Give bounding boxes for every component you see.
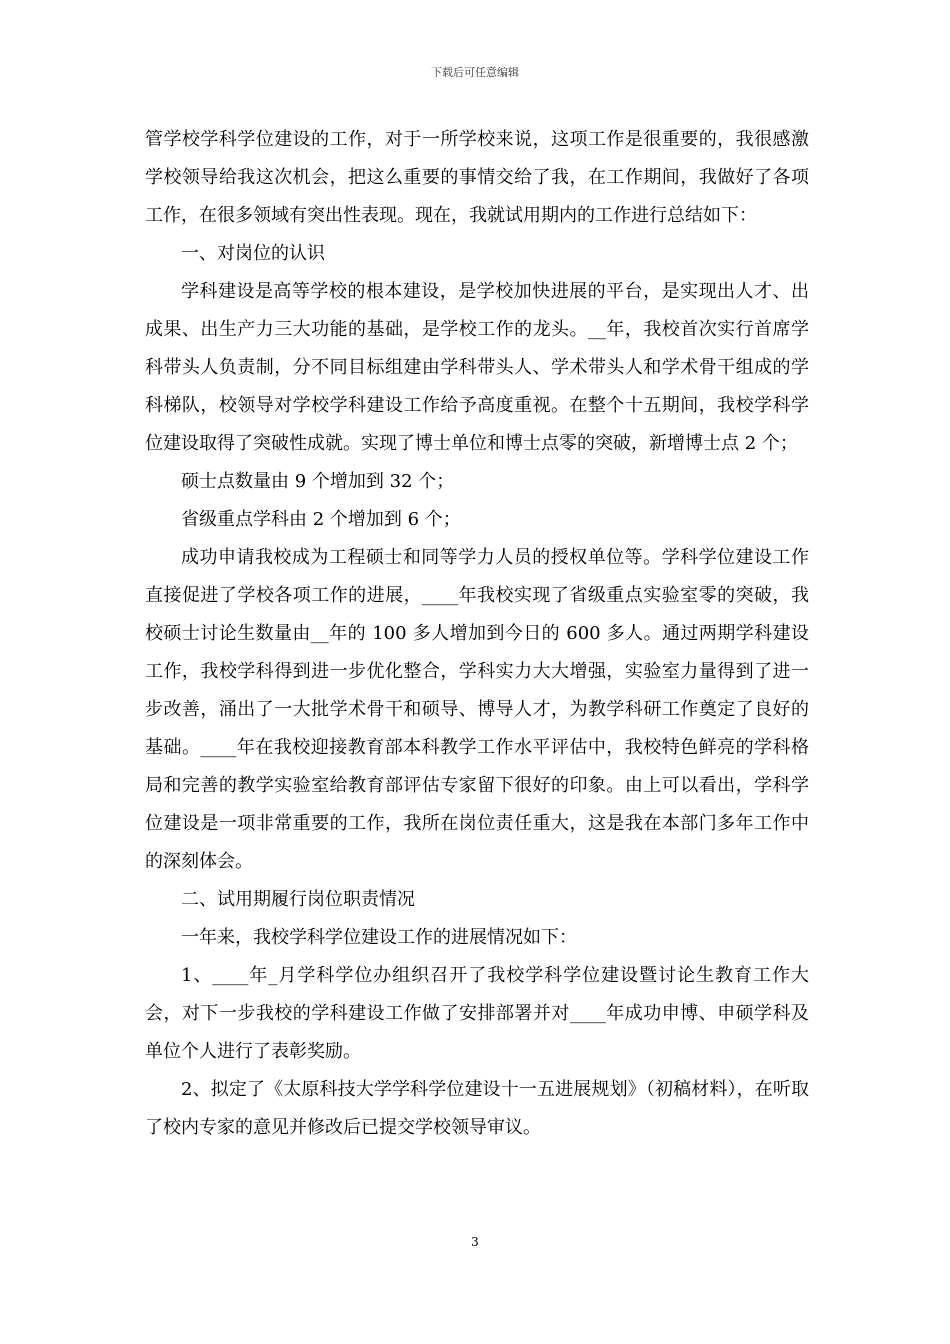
paragraph-item-2: 2、拟定了《太原科技大学学科学位建设十一五进展规划》（初稿材料），在听取了校内专家的意见并修改后已提交学校领导审议。 bbox=[145, 1079, 809, 1138]
paragraph-progress-intro: 一年来，我校学科学位建设工作的进展情况如下： bbox=[181, 927, 577, 948]
section-heading-1: 一、对岗位的认识 bbox=[181, 243, 325, 264]
paragraph-item-1: 1、____年_月学科学位办组织召开了我校学科学位建设暨讨论生教育工作大会，对下一步我校的学科建设工作做了安排部署并对____年成功申博、申硕学科及单位个人进行了表彰奖励。 bbox=[145, 965, 809, 1062]
paragraph-master-points: 硕士点数量由 9 个增加到 32 个； bbox=[181, 471, 455, 492]
document-body bbox=[145, 121, 809, 1147]
page-header: 下载后可任意编辑 bbox=[431, 66, 519, 79]
section-heading-2: 二、试用期履行岗位职责情况 bbox=[181, 889, 415, 910]
page-number: 3 bbox=[471, 1235, 479, 1249]
paragraph-discipline-construction: 学科建设是高等学校的根本建设，是学校加快进展的平台，是实现出人才、出成果、出生产力三大功能的基础，是学校工作的龙头。__年，我校首次实行首席学科带头人负责制，分不同目标组建由学科带头人、学术带头人和学术骨干组成的学科梯队，校领导对学校学科建设工作给予高度重视。在整个十五期间，我校学科学位建设取得了突破性成就。实现了博士单位和博士点零的突破，新增博士点 2 个； bbox=[145, 281, 809, 454]
paragraph-intro: 管学校学科学位建设的工作，对于一所学校来说，这项工作是很重要的，我很感激学校领导给我这次机会，把这么重要的事情交给了我，在工作期间，我做好了各项工作，在很多领域有突出性表现。现在，我就试用期内的工作进行总结如下： bbox=[145, 129, 809, 226]
paragraph-key-disciplines: 省级重点学科由 2 个增加到 6 个； bbox=[181, 509, 461, 530]
paragraph-achievements: 成功申请我校成为工程硕士和同等学力人员的授权单位等。学科学位建设工作直接促进了学校各项工作的进展，____年我校实现了省级重点实验室零的突破，我校硕士讨论生数量由__年的 100 多人增加到今日的 600 多人。通过两期学科建设工作，我校学科得到进一步优化整合，学科实力大大增强，实验室力量得到了进一步改善，涌出了一大批学术骨干和硕导、博导人才，为教学科研工作奠定了良好的基础。____年在我校迎接教育部本科教学工作水平评估中，我校特色鲜亮的学科格局和完善的教学实验室给教育部评估专家留下很好的印象。由上可以看出，学科学位建设是一项非常重要的工作，我所在岗位责任重大，这是我在本部门多年工作中的深刻体会。 bbox=[145, 547, 809, 872]
